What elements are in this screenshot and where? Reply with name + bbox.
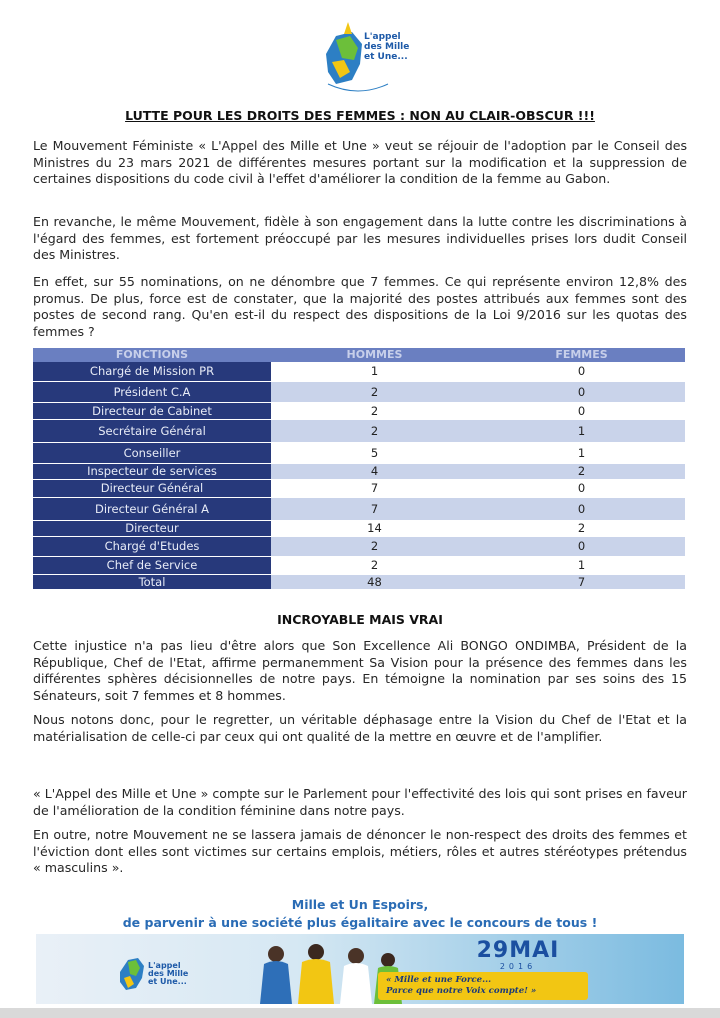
cell-femmes: 0 [478, 479, 685, 497]
table-row [33, 442, 685, 463]
table-header-row [33, 348, 685, 362]
cell-hommes: 1 [271, 362, 478, 381]
paragraph-6: « L'Appel des Mille et Une » compte sur le Parlement pour l'effectivité des lois qui sont prises en faveur de l'amélioration de la condition féminine dans notre pays. [33, 786, 687, 818]
cell-hommes: 2 [271, 419, 478, 442]
cell-hommes: 7 [271, 479, 478, 497]
table-row [33, 520, 685, 536]
subtitle: INCROYABLE MAIS VRAI [277, 612, 443, 627]
cell-hommes: 7 [271, 497, 478, 520]
closing-message [0, 896, 720, 932]
cell-fonction: Chef de Service [33, 556, 271, 574]
cell-fonction: Directeur Général A [33, 497, 271, 520]
table-row [33, 536, 685, 556]
table-row [33, 419, 685, 442]
logo-text: L'appel des Mille et Une... [364, 32, 410, 62]
banner-year: 2016 [499, 962, 537, 971]
cell-femmes: 0 [478, 381, 685, 402]
cell-fonction: Directeur [33, 520, 271, 536]
cell-fonction: Total [33, 574, 271, 589]
cell-femmes: 1 [478, 442, 685, 463]
paragraph-7: En outre, notre Mouvement ne se lassera jamais de dénoncer le non-respect des droits des femmes et l'éviction dont elles sont victimes sur certains emplois, métiers, rôles et autres stéréotypes prétendus « masculins ». [33, 827, 687, 875]
nominations-table [33, 348, 685, 590]
paragraph-3: En effet, sur 55 nominations, on ne dénombre que 7 femmes. Ce qui représente environ 12,8% des promus. De plus, force est de constater, que la majorité des postes attribués aux femmes sont des postes de second rang. Qu'en est-il du respect des dispositions de la Loi 9/2016 sur les quotas des femmes ? [33, 274, 687, 339]
document-title: LUTTE POUR LES DROITS DES FEMMES : NON AU CLAIR-OBSCUR !!! [125, 108, 595, 123]
paragraph-2: En revanche, le même Mouvement, fidèle à son engagement dans la lutte contre les discriminations à l'égard des femmes, est fortement préoccupé par les mesures individuelles prises lors dudit Conseil des Ministres. [33, 214, 687, 262]
cell-fonction: Conseiller [33, 442, 271, 463]
cell-femmes: 1 [478, 419, 685, 442]
cell-hommes: 2 [271, 402, 478, 419]
table-row [33, 402, 685, 419]
table-row [33, 381, 685, 402]
slogan-line-2: Parce que notre Voix compte! » [386, 986, 537, 996]
cell-femmes: 1 [478, 556, 685, 574]
cell-femmes: 2 [478, 520, 685, 536]
table-row [33, 497, 685, 520]
banner-slogan [378, 972, 588, 1000]
cell-femmes: 7 [478, 574, 685, 589]
header-fonctions: FONCTIONS [33, 348, 271, 362]
cell-fonction: Directeur Général [33, 479, 271, 497]
cell-hommes: 2 [271, 381, 478, 402]
cell-fonction: Chargé d'Etudes [33, 536, 271, 556]
header-femmes: FEMMES [478, 348, 685, 362]
paragraph-5: Nous notons donc, pour le regretter, un véritable déphasage entre la Vision du Chef de l'Etat et la matérialisation de celle-ci par ceux qui ont qualité de la mettre en œuvre et de l'amplifier. [33, 712, 687, 744]
slogan-line-1: « Mille et une Force... [386, 975, 492, 985]
table-row [33, 479, 685, 497]
cell-hommes: 5 [271, 442, 478, 463]
cell-fonction: Directeur de Cabinet [33, 402, 271, 419]
banner-logo-text: L'appel des Mille et Une... [148, 961, 189, 986]
cell-hommes: 2 [271, 556, 478, 574]
cell-hommes: 14 [271, 520, 478, 536]
logo [318, 14, 414, 96]
table-row [33, 463, 685, 479]
cell-fonction: Inspecteur de services [33, 463, 271, 479]
header-hommes: HOMMES [271, 348, 478, 362]
table-row [33, 556, 685, 574]
paragraph-1: Le Mouvement Féministe « L'Appel des Mille et Une » veut se réjouir de l'adoption par le Conseil des Ministres du 23 mars 2021 de différentes mesures portant sur la modification et la suppression de certaines dispositions du code civil à l'effet d'améliorer la condition de la femme au Gabon. [33, 138, 687, 186]
cell-femmes: 0 [478, 536, 685, 556]
bottom-bar [0, 1008, 720, 1018]
cell-fonction: Chargé de Mission PR [33, 362, 271, 381]
closing-line-2: de parvenir à une société plus égalitaire avec le concours de tous ! [122, 915, 598, 930]
cell-fonction: Président C.A [33, 381, 271, 402]
event-banner [36, 934, 684, 1004]
paragraph-4: Cette injustice n'a pas lieu d'être alors que Son Excellence Ali BONGO ONDIMBA, Président de la République, Chef de l'Etat, affirme permanemment Sa Vision pour la présence des femmes dans les différentes sphères décisionnelles de notre pays. En témoigne la nomination par ses soins des 15 Sénateurs, soit 7 femmes et 8 hommes. [33, 638, 687, 703]
cell-hommes: 48 [271, 574, 478, 589]
table-row [33, 362, 685, 381]
cell-femmes: 0 [478, 402, 685, 419]
cell-femmes: 0 [478, 497, 685, 520]
cell-fonction: Secrétaire Général [33, 419, 271, 442]
banner-date: 29MAI [476, 938, 560, 963]
cell-femmes: 2 [478, 463, 685, 479]
cell-hommes: 2 [271, 536, 478, 556]
table-row-total [33, 574, 685, 589]
cell-femmes: 0 [478, 362, 685, 381]
cell-hommes: 4 [271, 463, 478, 479]
closing-line-1: Mille et Un Espoirs, [291, 897, 429, 912]
